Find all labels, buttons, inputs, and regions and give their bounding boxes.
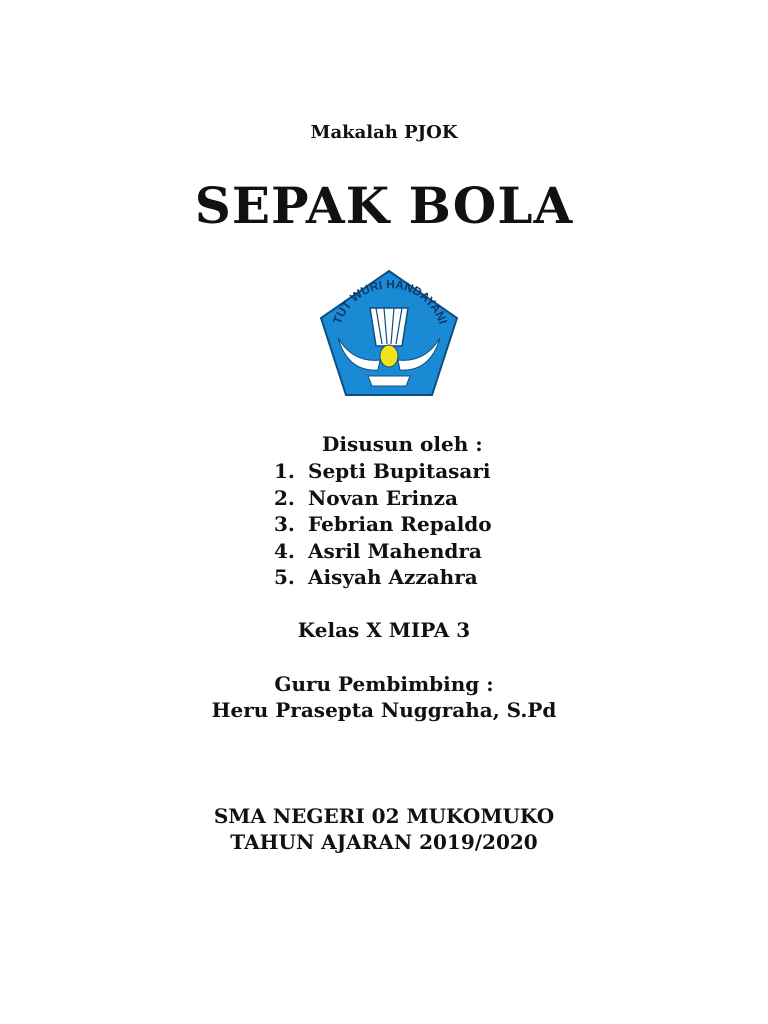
academic-year: TAHUN AJARAN 2019/2020 — [230, 830, 538, 854]
author-name: Asril Mahendra — [308, 538, 482, 563]
logo-motto: TUT WURI HANDAYANI — [329, 277, 451, 326]
authors-label: Disusun oleh : — [322, 432, 483, 456]
list-item: 5. Aisyah Azzahra — [274, 565, 478, 589]
author-name: Febrian Repaldo — [308, 512, 492, 536]
author-name: Novan Erinza — [308, 485, 458, 510]
list-item: 1. Septi Bupitasari — [274, 459, 491, 483]
list-item: 4. Asril Mahendra — [274, 538, 482, 563]
school-name: SMA NEGERI 02 MUKOMUKO — [213, 804, 555, 828]
teacher-label: Guru Pembimbing : — [274, 672, 494, 696]
tut-wuri-handayani-logo-icon — [318, 268, 460, 398]
author-name: Septi Bupitasari — [308, 459, 491, 483]
document-title: SEPAK BOLA — [194, 176, 574, 235]
list-item: 2. Novan Erinza — [274, 485, 458, 510]
document-subtitle: Makalah PJOK — [310, 122, 458, 143]
list-item: 3. Febrian Repaldo — [274, 512, 492, 536]
author-name: Aisyah Azzahra — [308, 565, 478, 589]
authors-list — [274, 458, 492, 591]
teacher-name: Heru Prasepta Nuggraha, S.Pd — [211, 698, 557, 722]
class-label: Kelas X MIPA 3 — [297, 618, 471, 642]
